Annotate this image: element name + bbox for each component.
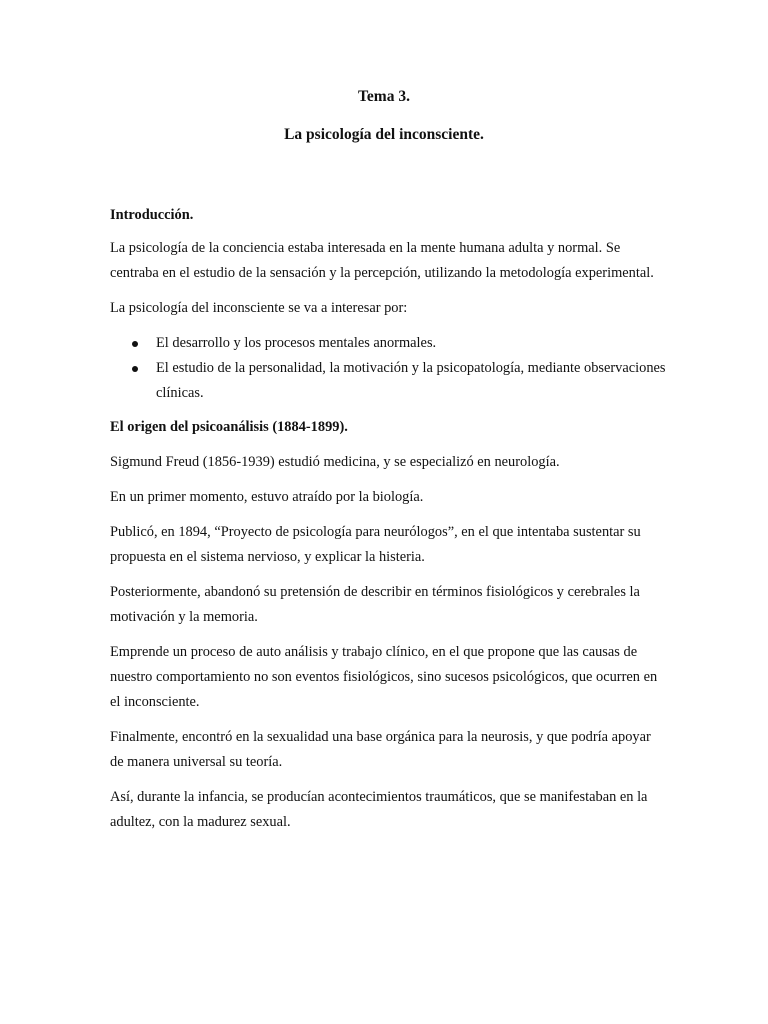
bullet-icon	[132, 341, 138, 347]
document-subtitle: La psicología del inconsciente.	[284, 126, 484, 143]
origin-paragraph-7: Así, durante la infancia, se producían acontecimientos traumáticos, que se manifestaban en la adultez, con la madurez sexual.	[110, 789, 648, 830]
origin-paragraph-5: Emprende un proceso de auto análisis y trabajo clínico, en el que propone que las causas de nuestro comportamiento no son eventos fisiológicos, sino sucesos psicológicos, que ocurren en el inconsciente.	[110, 644, 658, 710]
document-title: Tema 3.	[358, 88, 410, 105]
intro-paragraph-1: La psicología de la conciencia estaba interesada en la mente humana adulta y normal. Se centraba en el estudio de la sensación y la percepción, utilizando la metodología experimental.	[110, 240, 654, 281]
intro-heading: Introducción.	[110, 207, 194, 223]
origin-paragraph-3: Publicó, en 1894, “Proyecto de psicología para neurólogos”, en el que intentaba sustentar su propuesta en el sistema nervioso, y explicar la histeria.	[110, 524, 641, 565]
list-item-text: El estudio de la personalidad, la motivación y la psicopatología, mediante observaciones clínicas.	[156, 360, 666, 401]
intro-paragraph-2: La psicología del inconsciente se va a interesar por:	[110, 300, 408, 316]
list-item-text: El desarrollo y los procesos mentales anormales.	[156, 335, 437, 351]
origin-heading: El origen del psicoanálisis (1884-1899).	[110, 419, 348, 435]
list-item	[110, 356, 666, 406]
origin-paragraph-6: Finalmente, encontró en la sexualidad una base orgánica para la neurosis, y que podría apoyar de manera universal su teoría.	[110, 729, 651, 770]
document-body	[110, 203, 666, 845]
origin-paragraph-2: En un primer momento, estuvo atraído por la biología.	[110, 489, 424, 505]
interest-list	[110, 331, 666, 406]
origin-paragraph-4: Posteriormente, abandonó su pretensión de describir en términos fisiológicos y cerebrales la motivación y la memoria.	[110, 584, 640, 625]
list-item	[110, 331, 666, 356]
origin-paragraph-1: Sigmund Freud (1856-1939) estudió medicina, y se especializó en neurología.	[110, 454, 560, 470]
bullet-icon	[132, 366, 138, 372]
